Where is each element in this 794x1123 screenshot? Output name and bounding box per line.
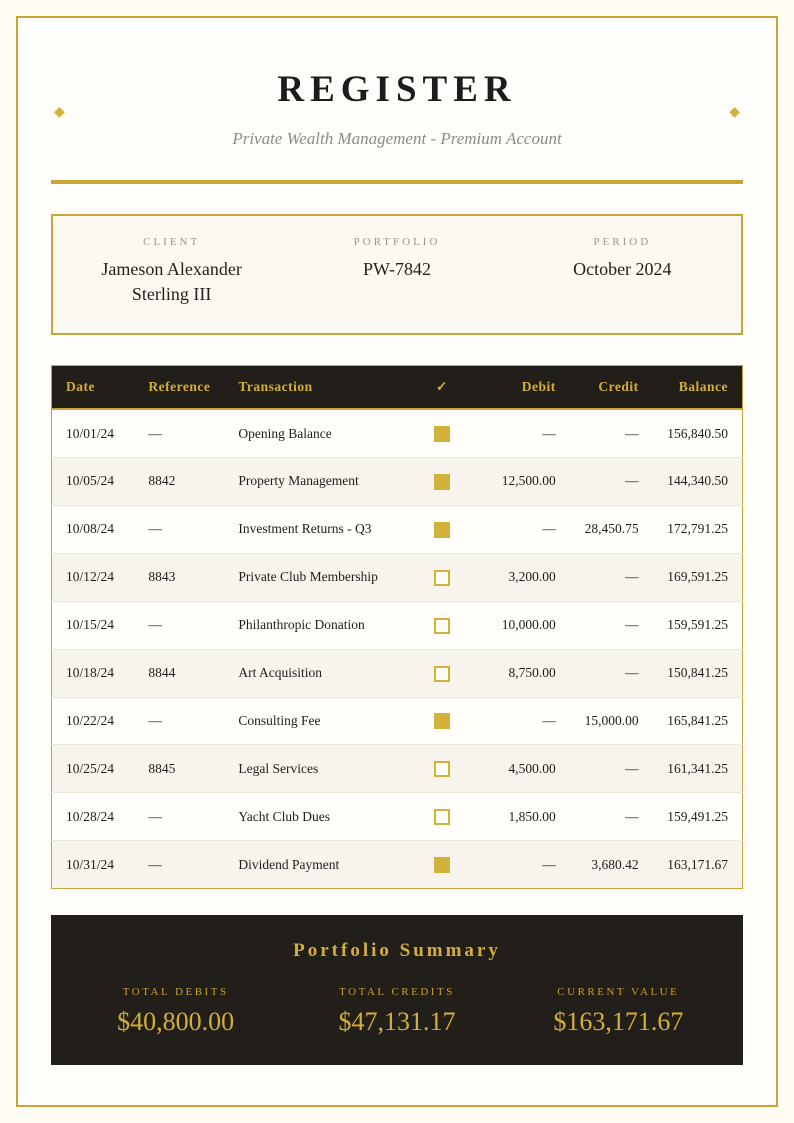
cell-balance: 159,491.25 bbox=[653, 793, 743, 841]
cell-debit: — bbox=[466, 505, 570, 553]
column-header-balance: Balance bbox=[653, 366, 743, 410]
column-header-transaction: Transaction bbox=[224, 366, 417, 410]
table-row bbox=[52, 553, 743, 601]
cell-cleared bbox=[418, 601, 466, 649]
portfolio-label: PORTFOLIO bbox=[353, 235, 441, 248]
table-row bbox=[52, 793, 743, 841]
cell-cleared bbox=[418, 553, 466, 601]
cell-date: 10/08/24 bbox=[52, 505, 135, 553]
cell-credit: — bbox=[570, 745, 653, 793]
cell-balance: 150,841.25 bbox=[653, 649, 743, 697]
cell-transaction: Philanthropic Donation bbox=[224, 601, 417, 649]
cleared-checkbox bbox=[434, 666, 450, 682]
cell-cleared bbox=[418, 841, 466, 889]
cell-date: 10/12/24 bbox=[52, 553, 135, 601]
cell-date: 10/31/24 bbox=[52, 841, 135, 889]
table-row bbox=[52, 649, 743, 697]
period-field bbox=[510, 236, 735, 307]
cell-cleared bbox=[418, 649, 466, 697]
cell-credit: — bbox=[570, 601, 653, 649]
cell-credit: — bbox=[570, 457, 653, 505]
cell-debit: 10,000.00 bbox=[466, 601, 570, 649]
cell-balance: 156,840.50 bbox=[667, 425, 728, 441]
cell-reference: — bbox=[134, 505, 224, 553]
cell-transaction: Property Management bbox=[224, 457, 417, 505]
cell-transaction: Dividend Payment bbox=[224, 841, 417, 889]
cell-balance: 161,341.25 bbox=[653, 745, 743, 793]
document-frame bbox=[16, 16, 778, 1107]
cell-reference: 8844 bbox=[134, 649, 224, 697]
current-value-item bbox=[508, 986, 729, 1037]
portfolio-summary-box bbox=[51, 915, 743, 1065]
cell-debit: 1,850.00 bbox=[466, 793, 570, 841]
column-header-credit: Credit bbox=[570, 366, 653, 410]
document-content bbox=[18, 70, 776, 1065]
cell-debit: 12,500.00 bbox=[466, 457, 570, 505]
cell-balance: 159,591.25 bbox=[653, 601, 743, 649]
cell-transaction: Investment Returns - Q3 bbox=[224, 505, 417, 553]
total-debits-item bbox=[65, 986, 286, 1037]
cell-transaction: Yacht Club Dues bbox=[224, 793, 417, 841]
cell-credit: 15,000.00 bbox=[570, 697, 653, 745]
cell-balance: 165,841.25 bbox=[653, 697, 743, 745]
cell-debit: 8,750.00 bbox=[466, 649, 570, 697]
cell-balance: 144,340.50 bbox=[653, 457, 743, 505]
column-header-debit: Debit bbox=[466, 366, 570, 410]
cell-reference: 8845 bbox=[134, 745, 224, 793]
cleared-checkbox bbox=[434, 809, 450, 825]
cleared-checkbox bbox=[434, 618, 450, 634]
cell-date: 10/15/24 bbox=[52, 601, 135, 649]
cell-date: 10/25/24 bbox=[52, 745, 135, 793]
column-header-date: Date bbox=[52, 366, 135, 410]
cleared-checkbox bbox=[434, 522, 450, 538]
cell-credit: 28,450.75 bbox=[570, 505, 653, 553]
total-debits-value: $40,800.00 bbox=[117, 1007, 235, 1037]
register-table-body bbox=[52, 409, 743, 889]
cell-cleared bbox=[418, 793, 466, 841]
register-table bbox=[51, 365, 743, 889]
cell-reference: — bbox=[134, 697, 224, 745]
cell-debit: — bbox=[542, 425, 556, 441]
cell-date: 10/05/24 bbox=[52, 457, 135, 505]
current-value-value: $163,171.67 bbox=[553, 1007, 684, 1037]
cell-reference: — bbox=[134, 793, 224, 841]
diamond-icon: ◆ bbox=[54, 105, 65, 120]
cleared-checkbox bbox=[434, 713, 450, 729]
column-header-cleared-check-icon: ✓ bbox=[418, 366, 466, 410]
cell-transaction: Art Acquisition bbox=[224, 649, 417, 697]
table-row bbox=[52, 697, 743, 745]
cell-credit: — bbox=[570, 649, 653, 697]
cell-date: 10/28/24 bbox=[52, 793, 135, 841]
table-row bbox=[52, 601, 743, 649]
table-row bbox=[52, 457, 743, 505]
client-field bbox=[59, 236, 284, 307]
cell-credit: — bbox=[625, 425, 639, 441]
cell-date: 10/18/24 bbox=[52, 649, 135, 697]
cell-credit: — bbox=[570, 793, 653, 841]
cell-cleared bbox=[418, 745, 466, 793]
cell-credit: 3,680.42 bbox=[570, 841, 653, 889]
cell-debit: 3,200.00 bbox=[466, 553, 570, 601]
client-value: Jameson Alexander Sterling III bbox=[101, 258, 242, 304]
cell-balance: 169,591.25 bbox=[653, 553, 743, 601]
cell-date: 10/01/24 bbox=[66, 425, 115, 441]
table-row bbox=[52, 841, 743, 889]
period-label: PERIOD bbox=[593, 235, 652, 248]
portfolio-value: PW-7842 bbox=[362, 258, 431, 279]
table-row bbox=[52, 505, 743, 553]
cleared-checkbox bbox=[434, 426, 450, 442]
client-info-box bbox=[51, 214, 743, 335]
cell-cleared bbox=[418, 457, 466, 505]
cell-balance: 163,171.67 bbox=[653, 841, 743, 889]
table-header-row bbox=[52, 366, 743, 410]
current-value-label: CURRENT VALUE bbox=[557, 986, 680, 999]
period-value: October 2024 bbox=[573, 258, 672, 279]
total-credits-value: $47,131.17 bbox=[338, 1007, 456, 1037]
cleared-checkbox bbox=[434, 857, 450, 873]
column-header-reference: Reference bbox=[134, 366, 224, 410]
page-subtitle: Private Wealth Management - Premium Account bbox=[232, 128, 562, 148]
cell-transaction: Opening Balance bbox=[238, 425, 332, 441]
cell-reference: — bbox=[148, 425, 162, 441]
total-credits-item bbox=[286, 986, 507, 1037]
cell-reference: 8842 bbox=[134, 457, 224, 505]
page-title: REGISTER bbox=[277, 69, 517, 110]
total-credits-label: TOTAL CREDITS bbox=[339, 986, 455, 999]
cell-reference: — bbox=[134, 841, 224, 889]
portfolio-field bbox=[284, 236, 509, 307]
cleared-checkbox bbox=[434, 570, 450, 586]
cell-transaction: Consulting Fee bbox=[224, 697, 417, 745]
cell-balance: 172,791.25 bbox=[653, 505, 743, 553]
table-row bbox=[52, 745, 743, 793]
cell-transaction: Legal Services bbox=[224, 745, 417, 793]
summary-title: Portfolio Summary bbox=[293, 940, 501, 962]
cell-reference: — bbox=[134, 601, 224, 649]
cell-date: 10/22/24 bbox=[52, 697, 135, 745]
summary-grid bbox=[65, 986, 729, 1037]
total-debits-label: TOTAL DEBITS bbox=[122, 986, 229, 999]
cell-debit: — bbox=[466, 841, 570, 889]
cell-reference: 8843 bbox=[134, 553, 224, 601]
client-label: CLIENT bbox=[143, 235, 201, 248]
cell-cleared bbox=[418, 409, 466, 457]
table-row bbox=[52, 409, 743, 457]
cell-debit: — bbox=[466, 697, 570, 745]
cell-cleared bbox=[418, 697, 466, 745]
cell-transaction: Private Club Membership bbox=[224, 553, 417, 601]
cell-cleared bbox=[418, 505, 466, 553]
cleared-checkbox bbox=[434, 761, 450, 777]
double-gold-divider bbox=[51, 180, 743, 184]
cleared-checkbox bbox=[434, 474, 450, 490]
diamond-icon: ◆ bbox=[729, 105, 740, 120]
cell-credit: — bbox=[570, 553, 653, 601]
cell-debit: 4,500.00 bbox=[466, 745, 570, 793]
